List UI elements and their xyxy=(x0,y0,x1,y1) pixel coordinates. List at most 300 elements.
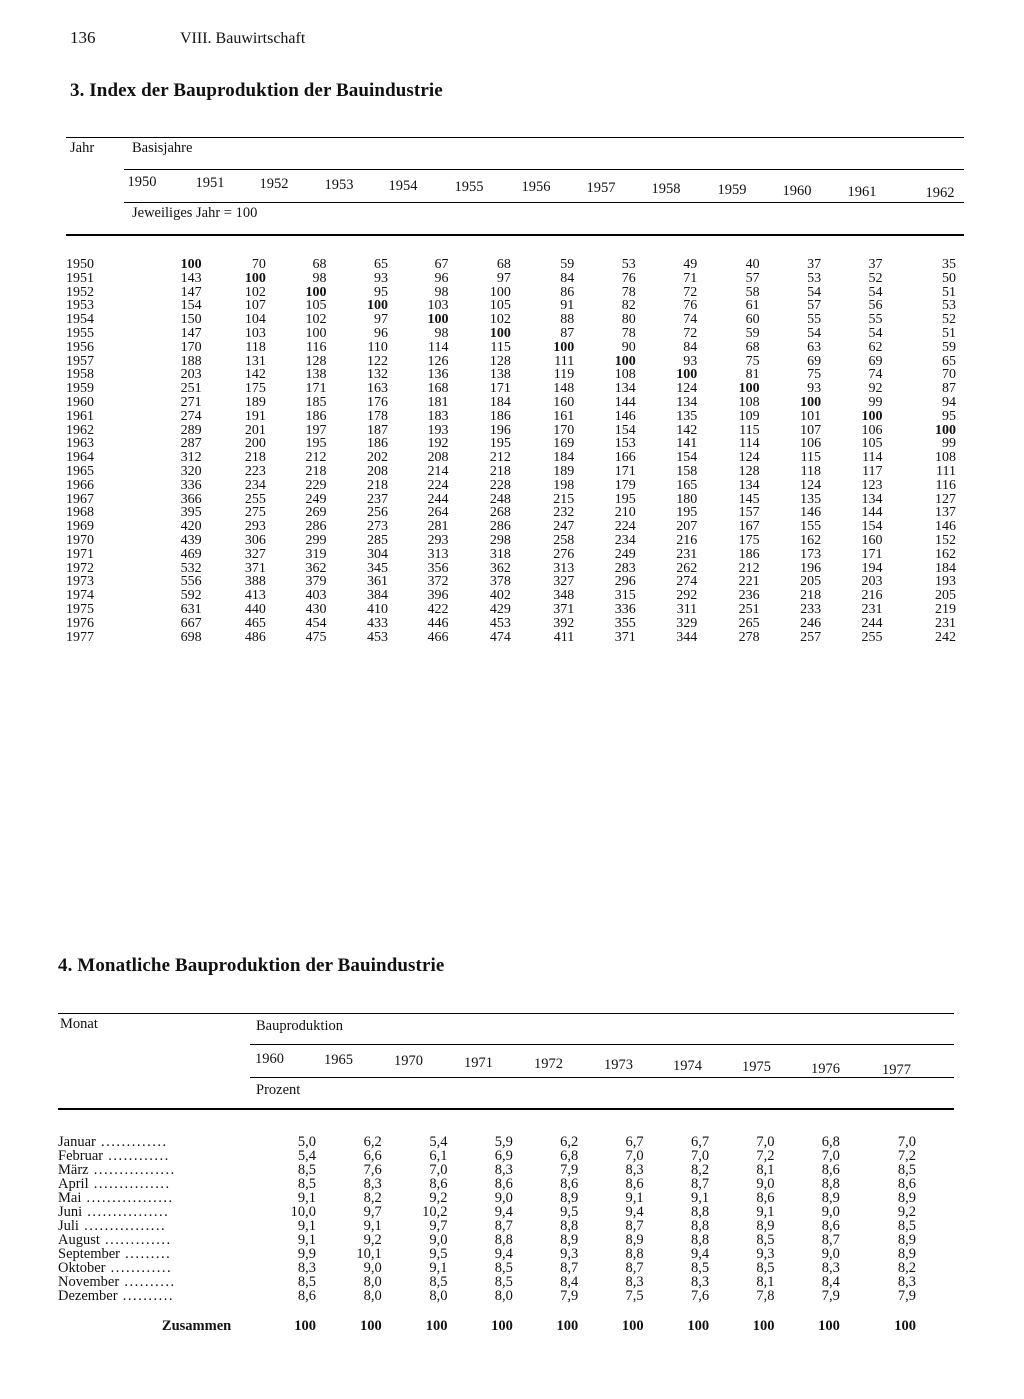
index-cell: 218 xyxy=(489,463,511,479)
index-cell: 102 xyxy=(244,284,266,300)
percent-cell: 9,0 xyxy=(429,1232,448,1248)
index-cell: 179 xyxy=(614,477,636,493)
percent-cell: 8,5 xyxy=(494,1260,513,1276)
percent-cell: 8,6 xyxy=(625,1176,644,1192)
percent-cell: 8,5 xyxy=(756,1260,775,1276)
index-cell: 100 xyxy=(180,257,202,272)
table3-base-year-header: 1956 xyxy=(521,179,551,196)
index-cell: 103 xyxy=(244,325,266,341)
index-cell: 116 xyxy=(935,477,956,493)
index-cell: 124 xyxy=(676,381,698,397)
percent-cell: 7,2 xyxy=(897,1148,916,1164)
table-row xyxy=(58,1261,922,1275)
row-year: 1970 xyxy=(66,532,94,548)
index-cell: 98 xyxy=(434,284,449,300)
index-cell: 285 xyxy=(366,532,388,548)
table-row xyxy=(58,1219,922,1233)
table-row xyxy=(58,1135,922,1149)
index-cell: 379 xyxy=(305,574,327,590)
index-cell: 273 xyxy=(366,519,388,535)
percent-cell: 9,5 xyxy=(429,1246,448,1262)
index-cell: 378 xyxy=(489,574,511,590)
index-cell: 75 xyxy=(745,353,760,369)
row-year: 1977 xyxy=(66,629,94,645)
index-cell: 371 xyxy=(244,560,266,576)
leader-dots: .......... xyxy=(117,1289,174,1303)
index-cell: 237 xyxy=(366,491,388,507)
index-cell: 52 xyxy=(942,312,956,328)
index-cell: 293 xyxy=(427,532,449,548)
index-cell: 71 xyxy=(683,270,698,286)
table4-unit-label: Prozent xyxy=(256,1082,301,1098)
index-cell: 171 xyxy=(614,463,636,479)
index-cell: 210 xyxy=(614,505,636,521)
index-cell: 362 xyxy=(305,560,327,576)
index-cell: 265 xyxy=(738,615,760,631)
index-cell: 202 xyxy=(366,450,388,466)
table-row xyxy=(66,341,960,355)
index-cell: 127 xyxy=(935,491,956,507)
index-cell: 356 xyxy=(427,560,449,576)
index-cell: 167 xyxy=(738,519,760,535)
index-cell: 168 xyxy=(427,381,449,397)
table-row xyxy=(66,479,960,493)
table-row xyxy=(66,603,960,617)
percent-cell: 8,6 xyxy=(429,1176,448,1192)
index-cell: 186 xyxy=(366,436,388,452)
table4-year-header: 1976 xyxy=(811,1060,840,1077)
percent-cell: 10,2 xyxy=(422,1204,448,1220)
table-row xyxy=(58,1191,922,1205)
index-cell: 100 xyxy=(614,353,636,369)
table3-base-year-header: 1952 xyxy=(259,175,289,192)
percent-cell: 5,4 xyxy=(429,1134,448,1150)
index-cell: 187 xyxy=(366,422,388,438)
percent-cell: 9,1 xyxy=(625,1190,644,1206)
index-cell: 162 xyxy=(935,546,956,562)
index-cell: 195 xyxy=(614,491,636,507)
index-cell: 275 xyxy=(244,505,266,521)
percent-cell: 9,0 xyxy=(756,1176,775,1192)
index-cell: 97 xyxy=(496,270,511,286)
index-cell: 348 xyxy=(553,588,575,604)
index-cell: 465 xyxy=(244,615,266,631)
percent-cell: 8,4 xyxy=(821,1274,840,1290)
index-cell: 183 xyxy=(427,408,449,424)
percent-cell: 9,2 xyxy=(897,1204,916,1220)
index-cell: 119 xyxy=(553,367,575,383)
percent-cell: 8,7 xyxy=(625,1260,644,1276)
index-cell: 78 xyxy=(621,325,636,341)
index-cell: 175 xyxy=(738,532,760,548)
percent-cell: 8,7 xyxy=(560,1260,579,1276)
month-label: August xyxy=(58,1233,100,1247)
page-header xyxy=(70,28,305,48)
index-cell: 87 xyxy=(560,325,575,341)
index-cell: 413 xyxy=(244,588,266,604)
index-cell: 271 xyxy=(180,394,202,410)
index-cell: 176 xyxy=(366,394,388,410)
index-cell: 134 xyxy=(861,491,883,507)
percent-cell: 8,0 xyxy=(494,1288,513,1304)
table3-base-year-header: 1950 xyxy=(127,174,157,190)
index-cell: 160 xyxy=(861,532,883,548)
table4-year-header: 1974 xyxy=(673,1058,702,1075)
index-cell: 191 xyxy=(244,408,266,424)
percent-cell: 8,6 xyxy=(494,1176,513,1192)
percent-cell: 8,6 xyxy=(297,1288,316,1304)
table-row xyxy=(66,617,960,631)
row-year: 1962 xyxy=(66,422,94,438)
month-label: Januar xyxy=(58,1135,96,1149)
table-row xyxy=(66,410,960,424)
percent-cell: 8,1 xyxy=(756,1162,775,1178)
index-cell: 233 xyxy=(800,601,822,617)
index-cell: 74 xyxy=(868,367,883,383)
index-cell: 72 xyxy=(683,284,698,300)
index-cell: 440 xyxy=(244,601,266,617)
index-cell: 100 xyxy=(427,312,449,328)
row-year: 1971 xyxy=(66,546,94,562)
index-cell: 247 xyxy=(553,519,575,535)
index-cell: 117 xyxy=(862,463,883,479)
index-cell: 142 xyxy=(244,367,266,383)
percent-cell: 8,1 xyxy=(756,1274,775,1290)
index-cell: 100 xyxy=(244,270,266,286)
percent-cell: 7,9 xyxy=(560,1288,579,1304)
index-cell: 355 xyxy=(614,615,636,631)
index-cell: 114 xyxy=(739,436,760,452)
month-label: Dezember xyxy=(58,1289,118,1303)
percent-cell: 8,5 xyxy=(297,1274,316,1290)
index-cell: 486 xyxy=(244,629,266,645)
table3-header-rule xyxy=(124,202,964,203)
index-cell: 193 xyxy=(427,422,449,438)
percent-cell: 8,0 xyxy=(429,1288,448,1304)
percent-cell: 8,8 xyxy=(560,1218,579,1234)
index-cell: 200 xyxy=(244,436,266,452)
index-cell: 118 xyxy=(245,339,266,355)
index-cell: 232 xyxy=(553,505,575,521)
table-row xyxy=(66,506,960,520)
index-cell: 163 xyxy=(366,381,388,397)
table4-top-rule xyxy=(58,1013,954,1014)
percent-cell: 5,0 xyxy=(297,1134,316,1150)
index-cell: 201 xyxy=(244,422,266,438)
index-cell: 184 xyxy=(935,560,956,576)
index-cell: 91 xyxy=(560,298,575,314)
index-cell: 244 xyxy=(427,491,449,507)
index-cell: 429 xyxy=(489,601,511,617)
index-cell: 313 xyxy=(553,560,575,576)
index-cell: 100 xyxy=(676,367,698,383)
percent-cell: 8,7 xyxy=(690,1176,710,1192)
percent-cell: 8,9 xyxy=(560,1232,579,1248)
percent-cell: 8,5 xyxy=(297,1162,316,1178)
index-cell: 166 xyxy=(614,450,636,466)
index-cell: 169 xyxy=(553,436,575,452)
percent-cell: 8,6 xyxy=(756,1190,775,1206)
percent-cell: 8,8 xyxy=(494,1232,513,1248)
index-cell: 111 xyxy=(936,463,956,479)
leader-dots: ............ xyxy=(103,1149,170,1163)
index-cell: 75 xyxy=(807,367,822,383)
index-cell: 234 xyxy=(244,477,266,493)
leader-dots: ................ xyxy=(82,1205,170,1219)
month-label: Juni xyxy=(58,1205,83,1219)
index-cell: 56 xyxy=(868,298,883,314)
index-cell: 403 xyxy=(305,588,327,604)
month-label: Juli xyxy=(58,1219,79,1233)
index-cell: 96 xyxy=(434,270,449,286)
index-cell: 68 xyxy=(312,257,327,272)
table-row xyxy=(66,589,960,603)
row-year: 1976 xyxy=(66,615,94,631)
index-cell: 212 xyxy=(489,450,511,466)
index-cell: 344 xyxy=(676,629,698,645)
percent-cell: 9,2 xyxy=(363,1232,382,1248)
percent-cell: 8,6 xyxy=(897,1176,916,1192)
index-cell: 198 xyxy=(553,477,575,493)
index-cell: 100 xyxy=(861,408,883,424)
leader-dots: ................. xyxy=(81,1191,174,1205)
percent-cell: 8,2 xyxy=(690,1162,710,1178)
index-cell: 57 xyxy=(807,298,822,314)
row-year: 1957 xyxy=(66,353,94,369)
index-cell: 100 xyxy=(305,325,327,341)
index-cell: 37 xyxy=(807,257,822,272)
index-cell: 218 xyxy=(800,588,822,604)
percent-cell: 8,9 xyxy=(897,1190,916,1206)
percent-cell: 9,4 xyxy=(625,1204,644,1220)
index-cell: 142 xyxy=(676,422,698,438)
index-cell: 100 xyxy=(489,325,511,341)
index-cell: 667 xyxy=(180,615,202,631)
percent-cell: 6,7 xyxy=(625,1134,644,1150)
row-month xyxy=(58,1205,231,1219)
index-cell: 287 xyxy=(180,436,202,452)
percent-cell: 6,7 xyxy=(690,1134,710,1150)
index-cell: 410 xyxy=(366,601,388,617)
index-cell: 60 xyxy=(745,312,760,328)
index-cell: 51 xyxy=(942,325,956,341)
month-label: September xyxy=(58,1247,121,1261)
index-cell: 180 xyxy=(676,491,698,507)
index-cell: 170 xyxy=(553,422,575,438)
index-cell: 138 xyxy=(489,367,511,383)
percent-cell: 8,3 xyxy=(690,1274,710,1290)
index-cell: 278 xyxy=(738,629,760,645)
index-cell: 70 xyxy=(942,367,956,383)
index-cell: 103 xyxy=(427,298,449,314)
index-cell: 144 xyxy=(861,505,883,521)
index-cell: 153 xyxy=(614,436,636,452)
percent-cell: 8,3 xyxy=(897,1274,916,1290)
percent-cell: 9,5 xyxy=(560,1204,579,1220)
index-cell: 411 xyxy=(553,629,575,645)
row-month xyxy=(58,1219,231,1233)
total-cell: 100 xyxy=(752,1318,775,1334)
index-cell: 135 xyxy=(800,491,822,507)
table4-group-rule xyxy=(250,1044,954,1045)
index-cell: 98 xyxy=(312,270,327,286)
index-cell: 155 xyxy=(800,519,822,535)
percent-cell: 8,3 xyxy=(821,1260,840,1276)
index-cell: 274 xyxy=(676,574,698,590)
index-cell: 84 xyxy=(560,270,575,286)
table-row xyxy=(58,1177,922,1191)
index-cell: 154 xyxy=(614,422,636,438)
total-cell: 100 xyxy=(621,1318,644,1334)
index-cell: 268 xyxy=(489,505,511,521)
table3-top-rule xyxy=(66,137,964,138)
table3-base-year-header: 1951 xyxy=(195,174,225,191)
index-cell: 146 xyxy=(800,505,822,521)
percent-cell: 8,5 xyxy=(897,1162,916,1178)
table3-base-year-header: 1954 xyxy=(388,177,418,194)
index-cell: 257 xyxy=(800,629,822,645)
total-cell: 100 xyxy=(556,1318,579,1334)
percent-cell: 9,1 xyxy=(297,1190,316,1206)
table3-base-year-header: 1955 xyxy=(454,178,484,195)
index-cell: 100 xyxy=(800,394,822,410)
percent-cell: 6,2 xyxy=(560,1134,579,1150)
index-cell: 214 xyxy=(427,463,449,479)
index-cell: 108 xyxy=(614,367,636,383)
index-cell: 196 xyxy=(800,560,822,576)
percent-cell: 8,5 xyxy=(897,1218,916,1234)
index-cell: 173 xyxy=(800,546,822,562)
index-cell: 105 xyxy=(861,436,883,452)
month-label: Februar xyxy=(58,1149,104,1163)
percent-cell: 10,0 xyxy=(290,1204,316,1220)
percent-cell: 8,7 xyxy=(494,1218,513,1234)
index-cell: 115 xyxy=(739,422,760,438)
index-cell: 54 xyxy=(868,325,883,341)
index-cell: 422 xyxy=(427,601,449,617)
index-cell: 108 xyxy=(738,394,760,410)
index-cell: 258 xyxy=(553,532,575,548)
percent-cell: 9,4 xyxy=(494,1246,513,1262)
table4-bottom-rule xyxy=(58,1108,954,1110)
percent-cell: 9,0 xyxy=(821,1246,840,1262)
percent-cell: 8,7 xyxy=(625,1218,644,1234)
percent-cell: 6,1 xyxy=(429,1148,448,1164)
index-cell: 178 xyxy=(366,408,388,424)
index-cell: 366 xyxy=(180,491,202,507)
percent-cell: 7,5 xyxy=(625,1288,644,1304)
index-cell: 469 xyxy=(180,546,202,562)
index-cell: 189 xyxy=(244,394,266,410)
percent-cell: 10,1 xyxy=(356,1246,382,1262)
leader-dots: .......... xyxy=(119,1275,176,1289)
table-row xyxy=(58,1247,922,1261)
index-cell: 345 xyxy=(366,560,388,576)
index-cell: 141 xyxy=(676,436,698,452)
table3-base-year-header: 1961 xyxy=(847,183,877,200)
index-cell: 466 xyxy=(427,629,449,645)
index-cell: 474 xyxy=(489,629,511,645)
index-cell: 212 xyxy=(738,560,760,576)
table-row xyxy=(66,299,960,313)
table-row xyxy=(66,451,960,465)
index-cell: 82 xyxy=(621,298,636,314)
table4-year-header: 1970 xyxy=(394,1053,423,1070)
percent-cell: 9,4 xyxy=(690,1246,710,1262)
index-cell: 171 xyxy=(861,546,883,562)
index-cell: 556 xyxy=(180,574,202,590)
percent-cell: 8,6 xyxy=(821,1218,840,1234)
index-cell: 81 xyxy=(745,367,760,383)
index-cell: 161 xyxy=(553,408,575,424)
percent-cell: 7,9 xyxy=(560,1162,579,1178)
index-cell: 306 xyxy=(244,532,266,548)
chapter-title: VIII. Bauwirtschaft xyxy=(180,30,306,47)
index-cell: 100 xyxy=(489,284,511,300)
index-cell: 107 xyxy=(244,298,266,314)
index-cell: 108 xyxy=(935,450,956,466)
index-cell: 100 xyxy=(305,284,327,300)
total-cell: 100 xyxy=(687,1318,710,1334)
table-row xyxy=(58,1149,922,1163)
index-cell: 98 xyxy=(434,325,449,341)
index-cell: 99 xyxy=(868,394,883,410)
percent-cell: 8,3 xyxy=(494,1162,513,1178)
index-cell: 59 xyxy=(745,325,760,341)
percent-cell: 8,5 xyxy=(756,1232,775,1248)
index-cell: 40 xyxy=(745,257,760,272)
index-cell: 69 xyxy=(807,353,822,369)
table4-year-header: 1972 xyxy=(534,1055,563,1072)
row-month xyxy=(58,1233,231,1247)
index-cell: 218 xyxy=(305,463,327,479)
percent-cell: 7,2 xyxy=(756,1148,775,1164)
percent-cell: 8,5 xyxy=(429,1274,448,1290)
row-year: 1964 xyxy=(66,450,94,466)
totals-row xyxy=(58,1303,922,1333)
index-cell: 592 xyxy=(180,588,202,604)
index-cell: 320 xyxy=(180,463,202,479)
page-number: 136 xyxy=(70,28,96,47)
index-cell: 388 xyxy=(244,574,266,590)
index-cell: 171 xyxy=(489,381,511,397)
index-cell: 146 xyxy=(935,519,956,535)
index-cell: 186 xyxy=(738,546,760,562)
month-label: Mai xyxy=(58,1191,82,1205)
table4-title: 4. Monatliche Bauproduktion der Bauindustrie xyxy=(58,955,445,976)
table3-base-year-header: 1958 xyxy=(651,181,681,198)
percent-cell: 7,0 xyxy=(429,1162,448,1178)
index-cell: 175 xyxy=(244,381,266,397)
index-cell: 231 xyxy=(861,601,883,617)
index-cell: 57 xyxy=(745,270,760,286)
index-cell: 251 xyxy=(738,601,760,617)
table4-year-header: 1975 xyxy=(742,1059,771,1076)
index-cell: 197 xyxy=(305,422,327,438)
index-cell: 138 xyxy=(305,367,327,383)
index-cell: 54 xyxy=(807,284,822,300)
row-year: 1954 xyxy=(66,312,94,328)
index-cell: 116 xyxy=(305,339,327,355)
index-cell: 63 xyxy=(807,339,822,355)
table4-year-header: 1973 xyxy=(604,1057,633,1073)
index-cell: 67 xyxy=(434,257,449,272)
index-cell: 94 xyxy=(942,394,956,410)
index-cell: 242 xyxy=(935,629,956,645)
index-cell: 249 xyxy=(305,491,327,507)
index-cell: 249 xyxy=(614,546,636,562)
total-cell: 100 xyxy=(818,1318,840,1334)
